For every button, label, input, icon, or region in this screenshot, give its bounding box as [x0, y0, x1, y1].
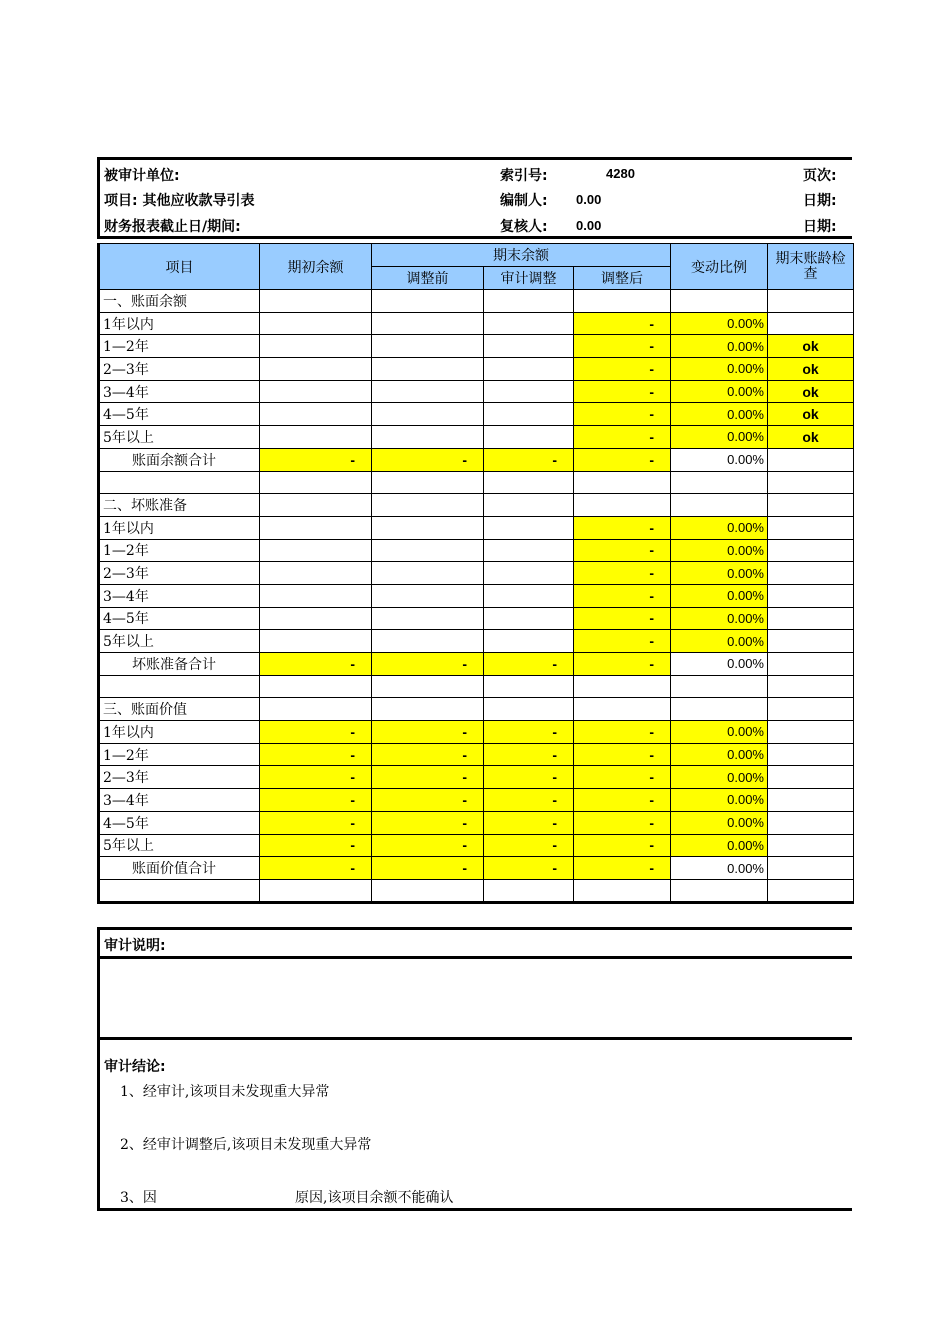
table-row — [99, 834, 854, 857]
before-adjustment — [372, 607, 484, 630]
empty-cell — [260, 698, 372, 721]
section-title-row — [99, 290, 854, 313]
opening-balance — [260, 539, 372, 562]
before-adjustment: - — [372, 766, 484, 789]
after-adjustment: - — [574, 380, 671, 403]
aging-check — [768, 539, 854, 562]
before-adjustment — [372, 380, 484, 403]
conclusion-box — [97, 1040, 852, 1211]
empty-cell — [484, 675, 574, 698]
opening-balance — [260, 562, 372, 585]
empty-cell — [768, 448, 854, 471]
empty-cell — [768, 653, 854, 676]
change-ratio: 0.00% — [671, 743, 768, 766]
row-label: 2—3年 — [99, 766, 260, 789]
table-row — [99, 312, 854, 335]
header-closing: 期末余额 — [372, 244, 671, 267]
header-item: 项目 — [99, 244, 260, 290]
aging-check — [768, 607, 854, 630]
aging-check — [768, 834, 854, 857]
table-row — [99, 721, 854, 744]
empty-cell — [372, 698, 484, 721]
empty-cell — [484, 290, 574, 313]
after-adjustment: - — [574, 743, 671, 766]
empty-cell — [260, 675, 372, 698]
row-label: 2—3年 — [99, 358, 260, 381]
table-row — [99, 766, 854, 789]
change-ratio: 0.00% — [671, 630, 768, 653]
table-row — [99, 584, 854, 607]
audit-adjustment: - — [484, 811, 574, 834]
row-label: 1—2年 — [99, 743, 260, 766]
audit-adjustment: - — [484, 743, 574, 766]
empty-cell — [574, 471, 671, 494]
page-label: 页次: — [803, 168, 837, 184]
opening-balance — [260, 426, 372, 449]
empty-cell — [671, 698, 768, 721]
period-label: 财务报表截止日/期间: — [104, 219, 241, 235]
total-before: - — [372, 857, 484, 880]
opening-balance — [260, 607, 372, 630]
total-label: 账面余额合计 — [99, 448, 260, 471]
opening-balance — [260, 358, 372, 381]
before-adjustment — [372, 312, 484, 335]
aging-check — [768, 516, 854, 539]
change-ratio: 0.00% — [671, 607, 768, 630]
section-title-row — [99, 698, 854, 721]
section-title: 一、账面余额 — [99, 290, 260, 313]
after-adjustment: - — [574, 335, 671, 358]
before-adjustment: - — [372, 811, 484, 834]
row-label: 1年以内 — [99, 312, 260, 335]
header-change-ratio: 变动比例 — [671, 244, 768, 290]
after-adjustment: - — [574, 426, 671, 449]
unit-label: 被审计单位: — [104, 168, 180, 184]
opening-balance — [260, 403, 372, 426]
empty-cell — [372, 675, 484, 698]
reviewer-label: 复核人: — [500, 219, 548, 235]
empty-cell — [372, 879, 484, 902]
empty-cell — [372, 494, 484, 517]
after-adjustment: - — [574, 607, 671, 630]
table-row — [99, 358, 854, 381]
total-opening: - — [260, 448, 372, 471]
after-adjustment: - — [574, 516, 671, 539]
change-ratio: 0.00% — [671, 811, 768, 834]
change-ratio: 0.00% — [671, 380, 768, 403]
total-adjustment: - — [484, 448, 574, 471]
change-ratio: 0.00% — [671, 358, 768, 381]
audit-notes-title: 审计说明: — [104, 938, 166, 954]
total-adjustment: - — [484, 857, 574, 880]
opening-balance: - — [260, 766, 372, 789]
audit-adjustment: - — [484, 721, 574, 744]
audit-adjustment — [484, 630, 574, 653]
empty-cell — [484, 471, 574, 494]
before-adjustment — [372, 358, 484, 381]
guide-table — [97, 243, 854, 904]
row-label: 1年以内 — [99, 721, 260, 744]
opening-balance: - — [260, 789, 372, 812]
empty-cell — [99, 675, 260, 698]
audit-adjustment: - — [484, 834, 574, 857]
table-row — [99, 743, 854, 766]
empty-cell — [484, 494, 574, 517]
empty-cell — [768, 471, 854, 494]
blank-row — [99, 675, 854, 698]
empty-cell — [768, 698, 854, 721]
table-row — [99, 380, 854, 403]
conclusion-item-2: 2、经审计调整后,该项目未发现重大异常 — [120, 1137, 372, 1153]
empty-cell — [768, 290, 854, 313]
aging-check — [768, 630, 854, 653]
change-ratio: 0.00% — [671, 335, 768, 358]
before-adjustment: - — [372, 834, 484, 857]
row-label: 1—2年 — [99, 335, 260, 358]
audit-adjustment — [484, 403, 574, 426]
before-adjustment — [372, 562, 484, 585]
empty-cell — [260, 879, 372, 902]
before-adjustment — [372, 335, 484, 358]
before-adjustment — [372, 516, 484, 539]
row-label: 3—4年 — [99, 380, 260, 403]
conclusion-title: 审计结论: — [104, 1059, 166, 1075]
table-row — [99, 630, 854, 653]
empty-cell — [574, 698, 671, 721]
change-ratio: 0.00% — [671, 789, 768, 812]
audit-adjustment — [484, 584, 574, 607]
change-ratio: 0.00% — [671, 516, 768, 539]
empty-cell — [768, 857, 854, 880]
table-row — [99, 562, 854, 585]
audit-adjustment — [484, 607, 574, 630]
header-audit-adjustment: 审计调整 — [484, 267, 574, 290]
empty-cell — [372, 471, 484, 494]
empty-cell — [99, 879, 260, 902]
section-title: 三、账面价值 — [99, 698, 260, 721]
header-opening: 期初余额 — [260, 244, 372, 290]
empty-cell — [768, 675, 854, 698]
project-label: 项目: 其他应收款导引表 — [104, 193, 255, 209]
opening-balance: - — [260, 811, 372, 834]
change-ratio: 0.00% — [671, 721, 768, 744]
empty-cell — [260, 290, 372, 313]
opening-balance: - — [260, 834, 372, 857]
after-adjustment: - — [574, 312, 671, 335]
header-before-adjustment: 调整前 — [372, 267, 484, 290]
audit-adjustment: - — [484, 789, 574, 812]
date-label-reviewer: 日期: — [803, 219, 837, 235]
preparer-value: 0.00 — [576, 192, 602, 207]
empty-cell — [574, 290, 671, 313]
divider — [100, 956, 852, 959]
audit-adjustment — [484, 426, 574, 449]
before-adjustment — [372, 630, 484, 653]
before-adjustment — [372, 584, 484, 607]
table-row — [99, 516, 854, 539]
aging-check — [768, 562, 854, 585]
empty-cell — [671, 471, 768, 494]
before-adjustment — [372, 539, 484, 562]
opening-balance — [260, 312, 372, 335]
table-row — [99, 335, 854, 358]
change-ratio: 0.00% — [671, 312, 768, 335]
opening-balance — [260, 335, 372, 358]
aging-check: ok — [768, 403, 854, 426]
empty-cell — [99, 471, 260, 494]
opening-balance: - — [260, 721, 372, 744]
conclusion-item-3-prefix: 3、因 — [120, 1190, 157, 1206]
total-ratio: 0.00% — [671, 857, 768, 880]
after-adjustment: - — [574, 630, 671, 653]
aging-check — [768, 811, 854, 834]
audit-header — [97, 157, 852, 239]
empty-cell — [768, 494, 854, 517]
empty-cell — [574, 879, 671, 902]
opening-balance: - — [260, 743, 372, 766]
aging-check — [768, 743, 854, 766]
total-opening: - — [260, 857, 372, 880]
table-row — [99, 539, 854, 562]
conclusion-item-3-suffix: 原因,该项目余额不能确认 — [295, 1190, 454, 1206]
change-ratio: 0.00% — [671, 426, 768, 449]
total-label: 账面价值合计 — [99, 857, 260, 880]
audit-adjustment: - — [484, 766, 574, 789]
aging-check: ok — [768, 335, 854, 358]
opening-balance — [260, 584, 372, 607]
table-row — [99, 789, 854, 812]
row-label: 3—4年 — [99, 789, 260, 812]
audit-notes-box — [97, 927, 852, 1040]
table-row — [99, 403, 854, 426]
after-adjustment: - — [574, 766, 671, 789]
before-adjustment: - — [372, 789, 484, 812]
blank-row — [99, 879, 854, 902]
after-adjustment: - — [574, 721, 671, 744]
aging-check — [768, 766, 854, 789]
after-adjustment: - — [574, 562, 671, 585]
audit-adjustment — [484, 380, 574, 403]
before-adjustment: - — [372, 721, 484, 744]
empty-cell — [574, 675, 671, 698]
reviewer-value: 0.00 — [576, 218, 602, 233]
total-after: - — [574, 653, 671, 676]
empty-cell — [260, 471, 372, 494]
header-after-adjustment: 调整后 — [574, 267, 671, 290]
table-row — [99, 607, 854, 630]
row-label: 5年以上 — [99, 630, 260, 653]
row-label: 5年以上 — [99, 426, 260, 449]
row-label: 5年以上 — [99, 834, 260, 857]
before-adjustment — [372, 403, 484, 426]
aging-check — [768, 789, 854, 812]
empty-cell — [768, 879, 854, 902]
total-after: - — [574, 857, 671, 880]
aging-check: ok — [768, 426, 854, 449]
empty-cell — [574, 494, 671, 517]
row-label: 3—4年 — [99, 584, 260, 607]
audit-adjustment — [484, 312, 574, 335]
audit-adjustment — [484, 539, 574, 562]
empty-cell — [671, 494, 768, 517]
before-adjustment — [372, 426, 484, 449]
row-label: 1—2年 — [99, 539, 260, 562]
empty-cell — [484, 879, 574, 902]
audit-adjustment — [484, 516, 574, 539]
aging-check — [768, 584, 854, 607]
total-ratio: 0.00% — [671, 653, 768, 676]
opening-balance — [260, 380, 372, 403]
aging-check — [768, 312, 854, 335]
after-adjustment: - — [574, 358, 671, 381]
empty-cell — [484, 698, 574, 721]
aging-check: ok — [768, 358, 854, 381]
row-label: 4—5年 — [99, 607, 260, 630]
row-label: 4—5年 — [99, 811, 260, 834]
after-adjustment: - — [574, 789, 671, 812]
total-before: - — [372, 448, 484, 471]
table-row — [99, 811, 854, 834]
after-adjustment: - — [574, 584, 671, 607]
row-label: 2—3年 — [99, 562, 260, 585]
blank-row — [99, 471, 854, 494]
after-adjustment: - — [574, 834, 671, 857]
conclusion-item-1: 1、经审计,该项目未发现重大异常 — [120, 1084, 330, 1100]
audit-adjustment — [484, 335, 574, 358]
aging-check: ok — [768, 380, 854, 403]
index-value: 4280 — [606, 166, 635, 181]
preparer-label: 编制人: — [500, 193, 548, 209]
empty-cell — [671, 675, 768, 698]
row-label: 4—5年 — [99, 403, 260, 426]
section-title: 二、坏账准备 — [99, 494, 260, 517]
total-adjustment: - — [484, 653, 574, 676]
index-label: 索引号: — [500, 168, 548, 184]
total-row — [99, 857, 854, 880]
opening-balance — [260, 516, 372, 539]
change-ratio: 0.00% — [671, 539, 768, 562]
total-row — [99, 448, 854, 471]
total-before: - — [372, 653, 484, 676]
after-adjustment: - — [574, 811, 671, 834]
date-label-preparer: 日期: — [803, 193, 837, 209]
audit-adjustment — [484, 562, 574, 585]
total-opening: - — [260, 653, 372, 676]
total-ratio: 0.00% — [671, 448, 768, 471]
empty-cell — [260, 494, 372, 517]
after-adjustment: - — [574, 403, 671, 426]
opening-balance — [260, 630, 372, 653]
total-row — [99, 653, 854, 676]
total-after: - — [574, 448, 671, 471]
header-aging-check: 期末账龄检查 — [768, 244, 854, 290]
empty-cell — [671, 879, 768, 902]
before-adjustment: - — [372, 743, 484, 766]
change-ratio: 0.00% — [671, 403, 768, 426]
total-label: 坏账准备合计 — [99, 653, 260, 676]
audit-adjustment — [484, 358, 574, 381]
change-ratio: 0.00% — [671, 834, 768, 857]
table-row — [99, 426, 854, 449]
empty-cell — [671, 290, 768, 313]
after-adjustment: - — [574, 539, 671, 562]
aging-check — [768, 721, 854, 744]
change-ratio: 0.00% — [671, 584, 768, 607]
empty-cell — [372, 290, 484, 313]
change-ratio: 0.00% — [671, 562, 768, 585]
section-title-row — [99, 494, 854, 517]
change-ratio: 0.00% — [671, 766, 768, 789]
row-label: 1年以内 — [99, 516, 260, 539]
